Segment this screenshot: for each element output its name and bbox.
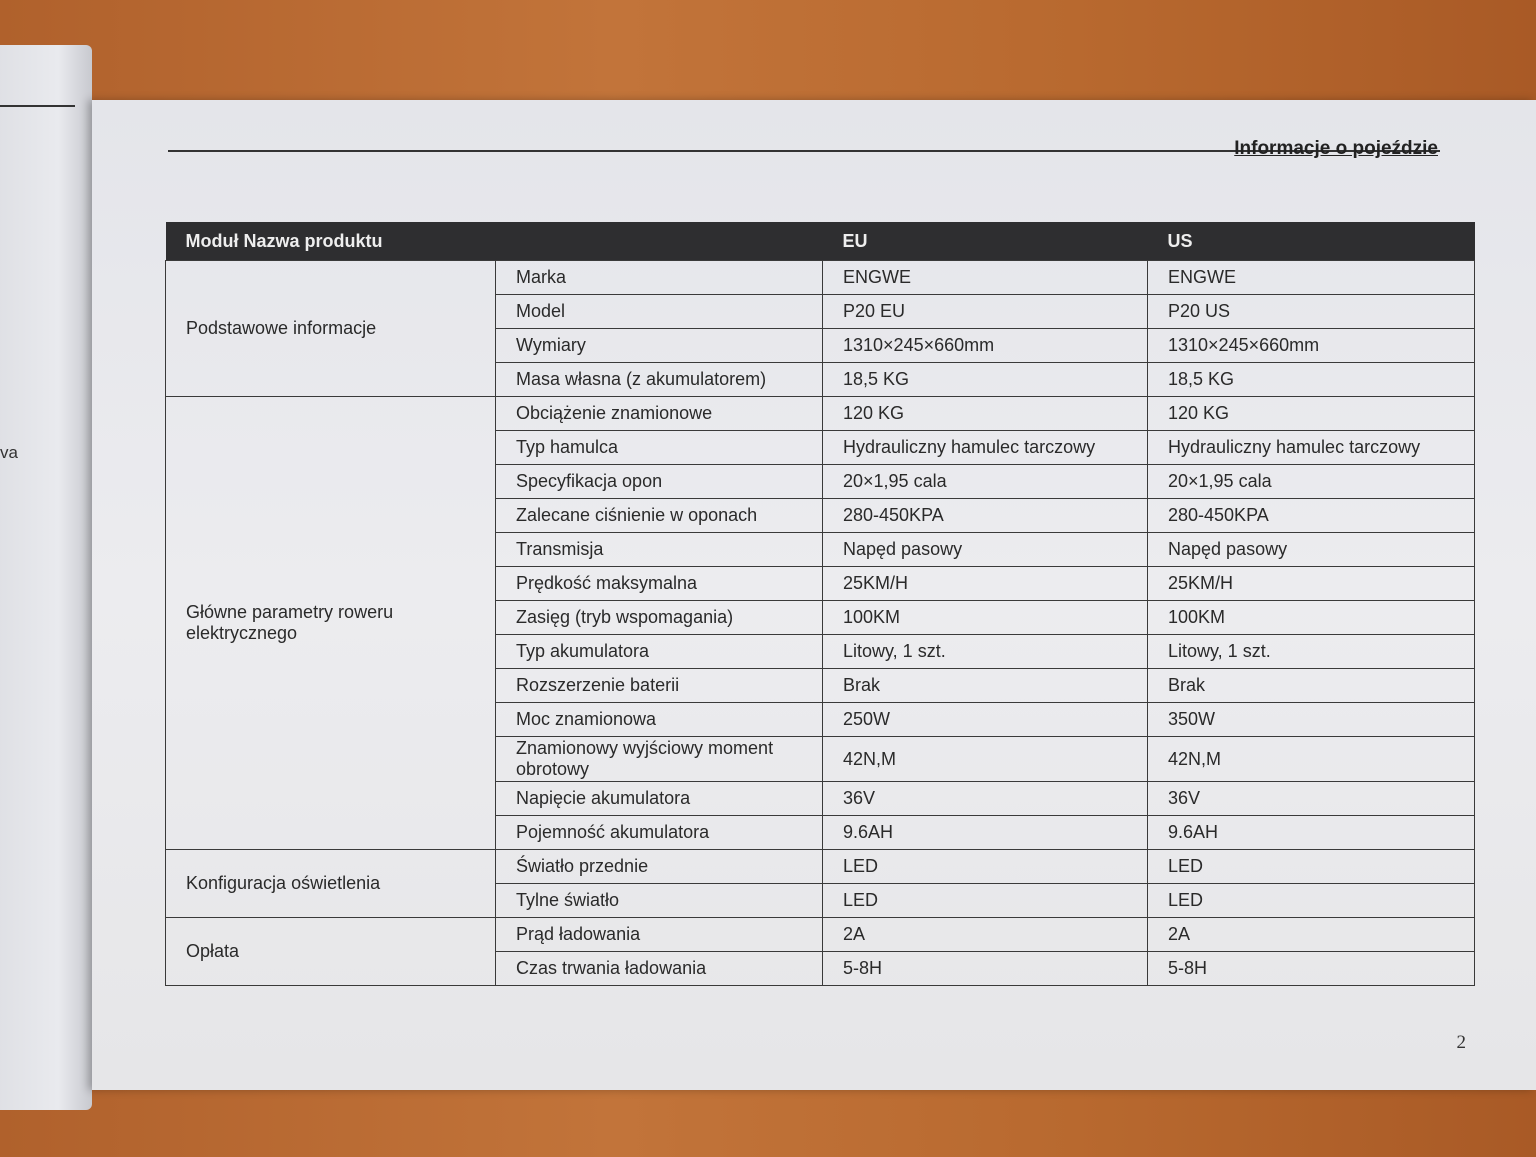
param-cell: Rozszerzenie baterii	[496, 669, 823, 703]
group-label: Podstawowe informacje	[166, 261, 496, 397]
us-value-cell: 25KM/H	[1148, 567, 1475, 601]
param-cell: Moc znamionowa	[496, 703, 823, 737]
section-title: Informacje o pojeździe	[1234, 138, 1438, 159]
us-value-cell: LED	[1148, 850, 1475, 884]
eu-value-cell: 9.6AH	[823, 816, 1148, 850]
eu-value-cell: Brak	[823, 669, 1148, 703]
page-number: 2	[1456, 1032, 1466, 1053]
us-value-cell: 1310×245×660mm	[1148, 329, 1475, 363]
eu-value-cell: 42N,M	[823, 737, 1148, 782]
us-value-cell: 120 KG	[1148, 397, 1475, 431]
eu-value-cell: 1310×245×660mm	[823, 329, 1148, 363]
param-cell: Pojemność akumulatora	[496, 816, 823, 850]
us-value-cell: 5-8H	[1148, 952, 1475, 986]
param-cell: Specyfikacja opon	[496, 465, 823, 499]
eu-value-cell: 100KM	[823, 601, 1148, 635]
eu-value-cell: 280-450KPA	[823, 499, 1148, 533]
eu-value-cell: Napęd pasowy	[823, 533, 1148, 567]
table-row	[166, 850, 1475, 884]
column-header-eu: EU	[823, 222, 1148, 261]
table-row	[166, 261, 1475, 295]
eu-value-cell: 18,5 KG	[823, 363, 1148, 397]
us-value-cell: Hydrauliczny hamulec tarczowy	[1148, 431, 1475, 465]
us-value-cell: 20×1,95 cala	[1148, 465, 1475, 499]
eu-value-cell: LED	[823, 850, 1148, 884]
eu-value-cell: 36V	[823, 782, 1148, 816]
left-page-text-fragment: va	[0, 443, 18, 462]
us-value-cell: LED	[1148, 884, 1475, 918]
group-label: Opłata	[166, 918, 496, 986]
eu-value-cell: 120 KG	[823, 397, 1148, 431]
us-value-cell: Brak	[1148, 669, 1475, 703]
param-cell: Znamionowy wyjściowy moment obrotowy	[496, 737, 823, 782]
spec-table	[165, 222, 1475, 986]
us-value-cell: Litowy, 1 szt.	[1148, 635, 1475, 669]
param-cell: Model	[496, 295, 823, 329]
table-header-row	[166, 222, 1475, 261]
param-cell: Czas trwania ładowania	[496, 952, 823, 986]
left-page-edge	[0, 45, 92, 1110]
eu-value-cell: ENGWE	[823, 261, 1148, 295]
eu-value-cell: 5-8H	[823, 952, 1148, 986]
param-cell: Zalecane ciśnienie w oponach	[496, 499, 823, 533]
manual-page	[92, 100, 1536, 1090]
us-value-cell: 36V	[1148, 782, 1475, 816]
table-row	[166, 918, 1475, 952]
param-cell: Zasięg (tryb wspomagania)	[496, 601, 823, 635]
us-value-cell: P20 US	[1148, 295, 1475, 329]
eu-value-cell: LED	[823, 884, 1148, 918]
group-label: Konfiguracja oświetlenia	[166, 850, 496, 918]
param-cell: Prędkość maksymalna	[496, 567, 823, 601]
param-cell: Światło przednie	[496, 850, 823, 884]
param-cell: Typ hamulca	[496, 431, 823, 465]
us-value-cell: 350W	[1148, 703, 1475, 737]
column-header-param	[496, 222, 823, 261]
eu-value-cell: Hydrauliczny hamulec tarczowy	[823, 431, 1148, 465]
eu-value-cell: 250W	[823, 703, 1148, 737]
column-header-module: Moduł Nazwa produktu	[166, 222, 496, 261]
param-cell: Marka	[496, 261, 823, 295]
param-cell: Tylne światło	[496, 884, 823, 918]
eu-value-cell: 20×1,95 cala	[823, 465, 1148, 499]
column-header-us: US	[1148, 222, 1475, 261]
us-value-cell: 42N,M	[1148, 737, 1475, 782]
eu-value-cell: Litowy, 1 szt.	[823, 635, 1148, 669]
us-value-cell: 18,5 KG	[1148, 363, 1475, 397]
us-value-cell: 2A	[1148, 918, 1475, 952]
us-value-cell: 9.6AH	[1148, 816, 1475, 850]
param-cell: Napięcie akumulatora	[496, 782, 823, 816]
eu-value-cell: P20 EU	[823, 295, 1148, 329]
table-row	[166, 397, 1475, 431]
param-cell: Obciążenie znamionowe	[496, 397, 823, 431]
param-cell: Prąd ładowania	[496, 918, 823, 952]
us-value-cell: 100KM	[1148, 601, 1475, 635]
us-value-cell: ENGWE	[1148, 261, 1475, 295]
param-cell: Masa własna (z akumulatorem)	[496, 363, 823, 397]
param-cell: Wymiary	[496, 329, 823, 363]
eu-value-cell: 2A	[823, 918, 1148, 952]
left-page-rule	[0, 105, 75, 107]
group-label: Główne parametry roweru elektrycznego	[166, 397, 496, 850]
param-cell: Transmisja	[496, 533, 823, 567]
eu-value-cell: 25KM/H	[823, 567, 1148, 601]
param-cell: Typ akumulatora	[496, 635, 823, 669]
us-value-cell: Napęd pasowy	[1148, 533, 1475, 567]
us-value-cell: 280-450KPA	[1148, 499, 1475, 533]
